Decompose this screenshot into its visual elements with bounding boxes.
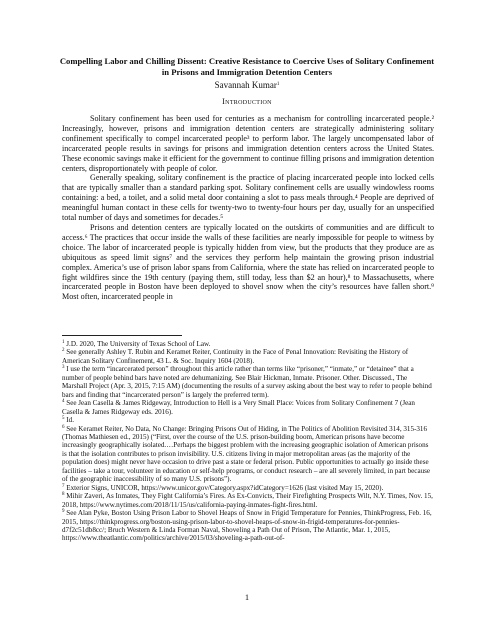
footnote-number: 5: [62, 416, 65, 422]
footnotes: [62, 340, 434, 543]
author-name: Savannah Kumar: [214, 80, 277, 90]
footnote: [62, 399, 434, 416]
article-title: Compelling Labor and Chilling Dissent: Creative Resistance to Coercive Uses of Solitary Confinement in Prisons and Immigration Detention Centers: [59, 56, 435, 77]
footnote: [62, 348, 434, 365]
footnote: [62, 365, 434, 399]
footnote-text: Exterior Signs, UNICOR, https://www.unicor.gov/Category.aspx?idCategory=1626 (last visited May 15, 2020).: [66, 483, 384, 492]
footnote-text: Id.: [66, 416, 74, 425]
footnote: [62, 416, 434, 424]
footnote: [62, 484, 434, 492]
footnote-separator: [62, 335, 182, 336]
footnote-text: I use the term “incarcerated person” throughout this article rather than terms like “prisoner,” “inmate,” or “detainee” that a number of people behind bars have noted are dehumanizing. See Blair Hickman, Inmate. Prisoner. Other. Discussed., The Marshall Project (Apr. 3, 2015, 7:15 AM) (documenting the results of a survey asking about the best way to refer to people behind bars and finding that “incarcerated person” is largely the preferred term).: [62, 365, 432, 399]
author-line: [0, 80, 494, 90]
footnote: [62, 492, 434, 509]
body-paragraph: Prisons and detention centers are typically located on the outskirts of communities and are difficult to access.⁶ The practices that occur inside the walls of these facilities are nearly impossible for people to witness by choice. The labor of incarcerated people is typically hidden from view, but the products that they produce are as ubiquitous as speed limit signs⁷ and the services they perform help maintain the growing prison industrial complex. America’s use of prison labor spans from California, where the state has relied on incarcerated people to fight wildfires since the 19th century (paying them, still today, less than $2 an hour),⁸ to Massachusetts, where incarcerated people in Boston have been deployed to shovel snow when the city’s resources have fallen short.⁹ Most often, incarcerated people in: [62, 222, 434, 302]
footnote-number: 1: [62, 340, 65, 345]
footnote-number: 6: [62, 424, 65, 430]
body-text: [62, 114, 434, 302]
footnote: [62, 425, 434, 484]
footnote-number: 4: [62, 399, 65, 405]
footnote-text: J.D. 2020, The University of Texas School of Law.: [66, 340, 211, 348]
footnote-text: Mihir Zaveri, As Inmates, They Fight California’s Fires. As Ex-Convicts, Their Firefighting Prospects Wilt, N.Y. Times, Nov. 15, 2018, https://www.nytimes.com/2018/11/15/us/california-paying-inmates-fight-fires.html.: [62, 492, 433, 509]
section-heading: Introduction: [222, 97, 272, 106]
body-paragraph: Generally speaking, solitary confinement is the practice of placing incarcerated people into locked cells that are typically smaller than a standard parking spot. Solitary confinement cells are usually windowless rooms containing: a bed, a toilet, and a solid metal door containing a slot to pass meals through.⁴ People are deprived of meaningful human contact in these cells for twenty-two to twenty-four hours per day, usually for an unspecified total number of days and sometimes for decades.⁵: [62, 173, 434, 223]
footnote-number: 3: [62, 365, 65, 371]
footnote-number: 7: [62, 483, 65, 489]
footnote-text: See Keramet Reiter, No Data, No Change: Bringing Prisons Out of Hiding, in The Politics of Abolition Revisited 314, 315-316 (Thomas Mathiesen ed., 2015) (“First, over the course of the U.S. prison-building boom, American prisons have become increasingly geographically isolated.…Perhaps the biggest problem with the increasing geographic isolation of American prisons is that the isolation contributes to prison invisibility. U.S. citizens living in major metropolitan areas (as the majority of the population does) might never have occasion to drive past a state or federal prison. Public opportunities to actually go inside these facilities – take a tour, volunteer in education or self-help programs, or conduct research – are all severely limited, in part because of the geographic inaccessibility of so many U.S. prisons”).: [62, 424, 431, 484]
footnote: [62, 509, 434, 543]
footnote-text: See generally Ashley T. Rubin and Keramet Reiter, Continuity in the Face of Penal Innovation: Revisiting the History of American Solitary Confinement, 43 L. & Soc. Inquiry 1604 (2018).: [62, 348, 409, 365]
footnote-text: See Alan Pyke, Boston Using Prison Labor to Shovel Heaps of Snow in Frigid Temperature for Pennies, ThinkProgress, Feb. 16, 2015, https://thinkprogress.org/boston-using-prison-labor-to-shovel-heaps-of-snow-in-frigid-temperatures-for-pennies-d7f2c51db8cc/; Bruch Western & Linda Forman Naval, Shoveling a Path Out of Prison, The Atlantic, Mar. 1, 2015, https://www.theatlantic.com/politics/archive/2015/03/shoveling-a-path-out-of-: [62, 509, 432, 543]
page-number: 1: [244, 592, 250, 602]
footnote-number: 9: [62, 509, 65, 515]
body-paragraph: Solitary confinement has been used for centuries as a mechanism for controlling incarcerated people.² Increasingly, however, prisons and immigration detention centers are strategically administering solitary confinement specifically to compel incarcerated people³ to perform labor. The largely uncompensated labor of incarcerated people results in savings for prisons and immigration detention centers across the United States. These economic savings make it efficient for the government to continue filling prisons and immigration detention centers, disproportionately with people of color.: [62, 114, 434, 173]
footnote-number: 8: [62, 492, 65, 498]
author-footnote-marker: 1: [276, 82, 280, 87]
footnote-number: 2: [62, 348, 65, 354]
footnote: [62, 340, 434, 348]
footnote-text: See Jean Casella & James Ridgeway, Introduction to Hell is a Very Small Place: Voices from Solitary Confinement 7 (Jean Casella & James Ridgeway eds. 2016).: [62, 399, 415, 416]
